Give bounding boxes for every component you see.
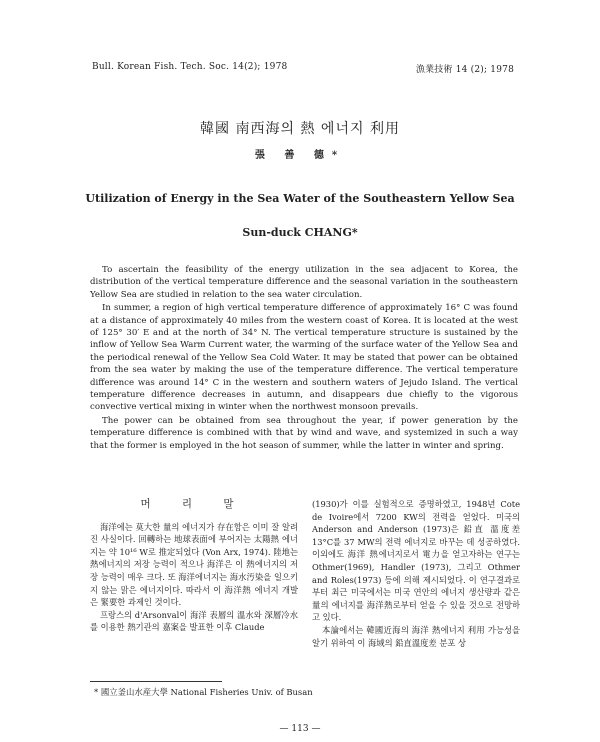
english-title: Utilization of Energy in the Sea Water of the Southeastern Yellow Sea bbox=[85, 192, 515, 205]
english-author: Sun-duck CHANG* bbox=[242, 226, 358, 239]
body-paragraph: (1930)가 이를 실험적으로 증명하였고, 1948년 Cote de Ivoire에서 7200 KW의 전력을 얻었다. 미국의 Anderson and Anderson (1973)은 鉛直 溫度差 13°C를 37 MW의 전력 에너지로 바꾸는 데 성공하였다. 이외에도 海洋 熱에너지로서 電力을 얻고자하는 연구는 Othmer(1969), Handler (1973), 그리고 Othmer and Roles(1973) 등에 의해 제시되었다. 이 연구결과로부터 최근 미국에서는 미국 연안의 에너지 생산량과 같은 量의 에너지를 海洋熱로부터 얻을 수 있을 것으로 전망하고 있다. bbox=[312, 499, 520, 623]
abstract-paragraph: In summer, a region of high vertical temperature difference of approximately 16° C was found at a distance of approximately 40 miles from the western coast of Korea. It is located at the west of 125° 30′ E and at the north of 34° N. The vertical temperature structure is sustained by the inflow of Yellow Sea Warm Current water, the warming of the surface water of the Yellow Sea and the periodical renewal of the Yellow Sea Cold Water. It may be stated that power can be obtained from the sea water by making the use of the temperature difference. The vertical temperature difference was around 14° C in the western and southern waters of Jejudo Island. The vertical temperature difference decreases in autumn, and disappears due chiefly to the vigorous convective vertical mixing in winter when the northwest monsoon prevails. bbox=[90, 303, 518, 413]
page-number: — 113 — bbox=[279, 724, 321, 734]
abstract bbox=[90, 264, 518, 453]
body-paragraph: 프랑스의 d'Arsonval이 海洋 表層의 溫水와 深層冷水를 이용한 熱기관의 嘉案을 발표한 이후 Claude bbox=[90, 609, 298, 633]
journal-header-left: Bull. Korean Fish. Tech. Soc. 14(2); 1978 bbox=[92, 62, 288, 72]
abstract-paragraph: The power can be obtained from sea throughout the year, if power generation by the temperature difference is combined with that by wind and wave, and systemized in such a way that the former is employed in the hot season of summer, while the latter in winter and spring. bbox=[90, 415, 518, 451]
section-heading: 머 리 말 bbox=[140, 498, 248, 510]
affiliation-footnote: * 國立釜山水産大學 National Fisheries Univ. of Busan bbox=[94, 687, 313, 697]
body-column-right bbox=[312, 498, 520, 649]
journal-header-right: 漁業技術 14 (2); 1978 bbox=[415, 65, 514, 75]
korean-title: 韓國 南西海의 熱 에너지 利用 bbox=[200, 121, 400, 137]
body-paragraph: 本論에서는 韓國近海의 海洋 熱에너지 利用 가능성을 알기 위하여 이 海域의 鉛直溫度差 분포 상 bbox=[312, 624, 520, 648]
footnote-divider bbox=[90, 681, 222, 682]
korean-author: 張 善 德* bbox=[254, 150, 346, 161]
abstract-paragraph: To ascertain the feasibility of the energy utilization in the sea adjacent to Korea, the distribution of the vertical temperature difference and the seasonal variation in the southeastern Yellow Sea are studied in relation to the sea water circulation. bbox=[90, 265, 518, 300]
body-column-left bbox=[90, 498, 298, 634]
body-paragraph: 海洋에는 莫大한 量의 에너지가 存在함은 이미 잘 알려진 사실이다. 回轉하는 地球表面에 부어지는 太陽熱 에너지는 약 10¹⁶ W로 推定되었다 (Von Arx, 1974). 陸地는 熱에너지의 저장 능력이 적으나 海洋은 이 熱에너지의 저장 능력이 매우 크다. 또 海洋에너지는 海水汚染을 일으키지 않는 맑은 에너지이다. 따라서 이 海洋熱 에너지 개발은 緊要한 과제인 것이다. bbox=[90, 521, 298, 608]
